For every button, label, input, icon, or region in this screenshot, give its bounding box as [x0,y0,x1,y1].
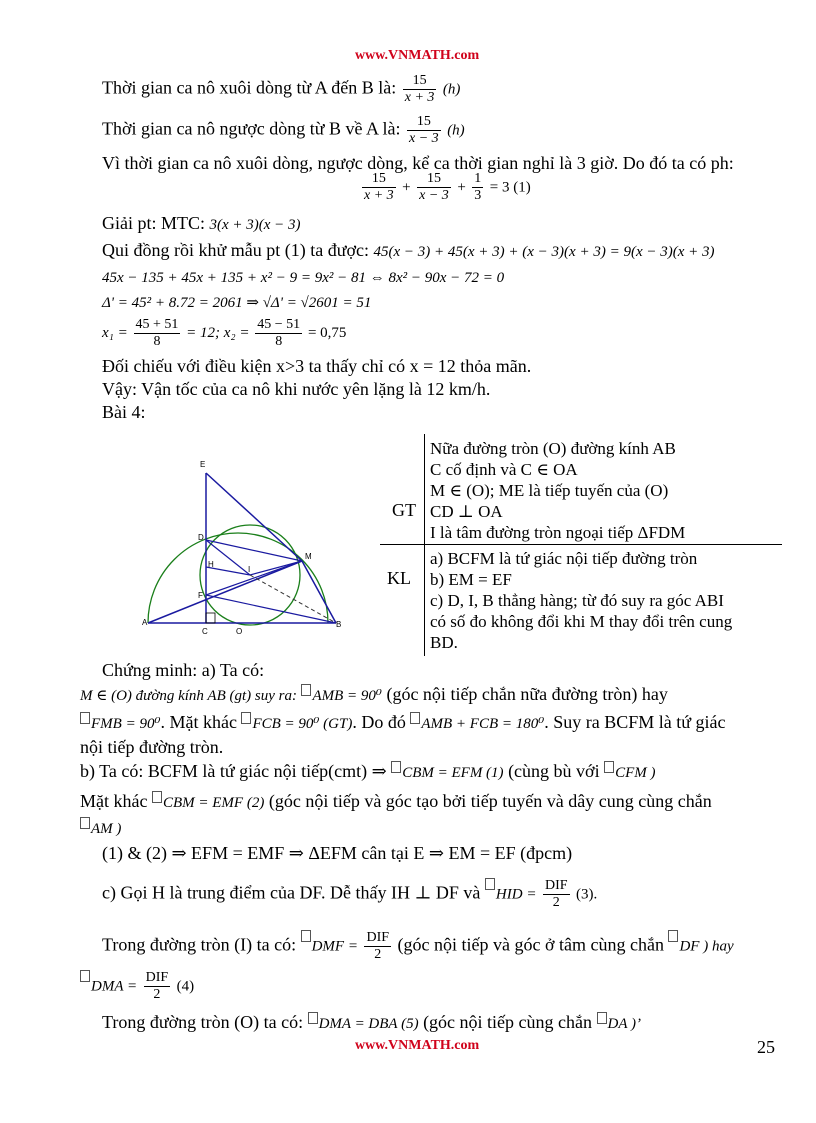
header-url[interactable]: www.VNMATH.com [355,48,480,63]
text-line-8: Đối chiếu với điều kiện x>3 ta thấy chỉ có x = 12 thỏa mãn. [102,356,532,376]
text-line-10: Bài 4: [102,402,146,422]
footer-url[interactable]: www.VNMATH.com [355,1038,480,1053]
kl-line: có số đo không đổi khi M thay đổi trên cung [430,612,733,631]
proof-line-10: Trong đường tròn (I) ta có: DMF = $\frac{\text{DIF}}{2}$ (góc nội tiếp và góc ở tâm cùng chắn DF ) hay [102,930,734,962]
label-c: C [202,627,208,635]
label-d: D [198,533,204,542]
downstream-time-label: Thời gian ca nô xuôi dòng từ A đến B là: [102,77,397,98]
unit-hour-2: (h) [447,122,465,139]
kl-line: c) D, I, B thẳng hàng; từ đó suy ra góc ABI [430,591,724,610]
upstream-time-label: Thời gian ca nô ngược dòng từ B về A là: [102,118,401,139]
label-m: M [305,552,312,561]
proof-line-3: FMB = 90⁰. Mặt khác FCB = 90⁰ (GT). Do đó AMB + FCB = 180⁰. Suy ra BCFM là tứ giác [80,712,726,733]
unit-hour: (h) [442,81,461,98]
text-line-1 [102,73,460,106]
table-vertical-rule [424,434,425,656]
mtc-expression: 3(x + 3)(x − 3) [209,217,301,233]
geometry-figure [140,455,350,635]
proof-line-1: Chứng minh: a) Ta có: [102,660,265,680]
proof-line-4: nội tiếp đường tròn. [80,737,224,757]
text-line-4: Giải pt: MTC: 3(x + 3)(x − 3) [102,213,301,233]
label-f: F [198,591,203,600]
text-line-3: Vì thời gian ca nô xuôi dòng, ngược dòng, kể ca thời gian nghỉ là 3 giờ. Do đó ta có ph: [102,153,734,173]
kl-line: a) BCFM là tứ giác nội tiếp đường tròn [430,549,698,568]
label-a: A [142,618,148,627]
proof-line-8: (1) & (2) ⇒ EFM = EMF ⇒ ΔEFM cân tại E ⇒ EM = EF (đpcm) [102,843,573,863]
text-line-5: Qui đồng rồi khử mẫu pt (1) ta được: 45(x − 3) + 45(x + 3) + (x − 3)(x + 3) = 9(x − 3)(x + 3) [102,240,715,260]
gt-label: GT [392,500,416,520]
kl-line: BD. [430,633,458,652]
proof-line-12: Trong đường tròn (O) ta có: DMA = DBA (5) (góc nội tiếp cùng chắn DA )’ [102,1012,641,1032]
fraction-15-over-xp3: $\frac{15}{x + 3}$ [404,73,435,105]
table-horizontal-rule [380,544,782,545]
label-e: E [200,460,206,469]
gt-line: Nữa đường tròn (O) đường kính AB [430,439,676,458]
proof-line-2: M ∈ (O) đường kính AB (gt) suy ra: AMB = 90⁰ (góc nội tiếp chắn nữa đường tròn) hay [80,684,668,704]
proof-line-11: DMA = $\frac{\text{DIF}}{2}$ (4) [80,970,194,1003]
gt-line: I là tâm đường tròn ngoại tiếp ΔFDM [430,523,686,542]
expanded-equation: 45(x − 3) + 45(x + 3) + (x − 3)(x + 3) = 9(x − 3)(x + 3) [373,244,715,260]
gt-line: CD ⊥ OA [430,502,503,521]
label-o: O [236,627,243,635]
proof-line-5: b) Ta có: BCFM là tứ giác nội tiếp(cmt) ⇒ CBM = EFM (1) (cùng bù với CFM ) [80,761,656,781]
text-line-9: Vậy: Vận tốc của ca nô khi nước yên lặng là 12 km/h. [102,379,491,399]
kl-line: b) EM = EF [430,570,512,589]
gt-content [430,438,685,543]
text-line-2 [102,114,465,147]
gt-line: C cố định và C ∈ OA [430,460,578,479]
label-h: H [208,560,214,569]
label-i: I [248,565,251,574]
kl-content [430,548,732,653]
fraction-15-over-xm3: $\frac{15}{x - 3}$ [409,114,439,146]
text-line-7: Δ' = 45² + 8.72 = 2061 ⇒ √Δ' = √2601 = 51 [102,295,372,311]
roots-line: x₁ = $\frac{45 + 51}{8}$ = 12; x₂ = $\frac{45 - 51}{8}$ = 0,75 [102,317,347,349]
label-b: B [336,620,342,629]
proof-line-7: AM ) [80,817,121,838]
kl-label: KL [387,568,411,588]
page-number: 25 [757,1037,775,1057]
text-line-6: 45x − 135 + 45x + 135 + x² − 9 = 9x² − 81 ⇔ 8x² − 90x − 72 = 0 [102,270,505,286]
equation-1: $\frac{15}{x + 3}$ + $\frac{15}{x - 3}$ + $\frac{1}{3}$ = 3 (1) [364,171,531,203]
proof-line-6: Mặt khác CBM = EMF (2) (góc nội tiếp và góc tạo bởi tiếp tuyến và dây cung cùng chắn [80,791,712,811]
proof-line-9: c) Gọi H là trung điểm của DF. Dễ thấy IH ⊥ DF và HID = $\frac{\text{DIF}}{2}$ (3). [102,878,598,910]
gt-line: M ∈ (O); ME là tiếp tuyến của (O) [430,481,669,500]
